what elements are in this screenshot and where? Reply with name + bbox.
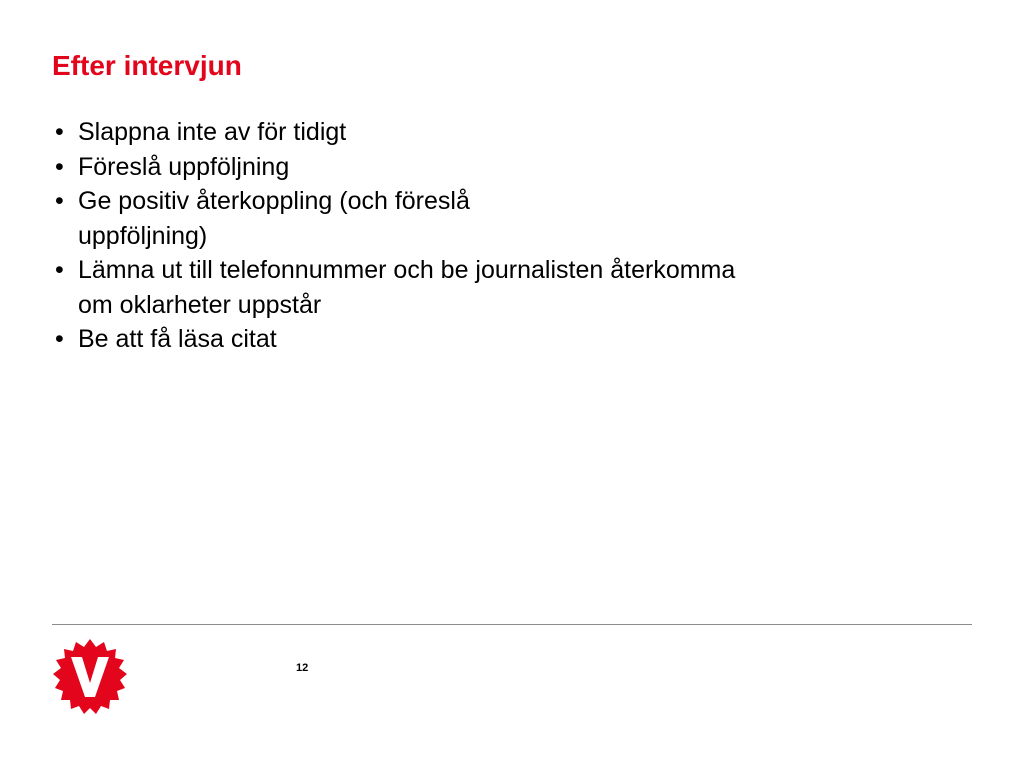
bullet-list (52, 115, 772, 357)
bullet-text: Lämna ut till telefonnummer och be journalisten återkomma om oklarheter uppstår (78, 256, 736, 319)
bullet-item (52, 115, 772, 150)
bullet-item (52, 150, 772, 185)
bullet-item (52, 253, 772, 322)
bullet-text: Be att få läsa citat (78, 325, 277, 353)
bullet-text: Slappna inte av för tidigt (78, 118, 347, 146)
bullet-item (52, 322, 772, 357)
bullet-dot-icon: • (55, 152, 64, 181)
slide-title: Efter intervjun (52, 50, 242, 81)
bullet-text: Föreslå uppföljning (78, 152, 290, 181)
bullet-item (52, 184, 772, 253)
footer-divider (52, 624, 972, 625)
bullet-dot-icon: • (55, 325, 64, 353)
page-number: 12 (296, 662, 309, 674)
bullet-dot-icon: • (55, 118, 64, 146)
rose-logo-icon (50, 637, 130, 717)
bullet-dot-icon: • (55, 256, 64, 284)
bullet-text: Ge positiv återkoppling (och föreslå uppföljning) (78, 187, 470, 250)
bullet-dot-icon: • (55, 187, 64, 215)
